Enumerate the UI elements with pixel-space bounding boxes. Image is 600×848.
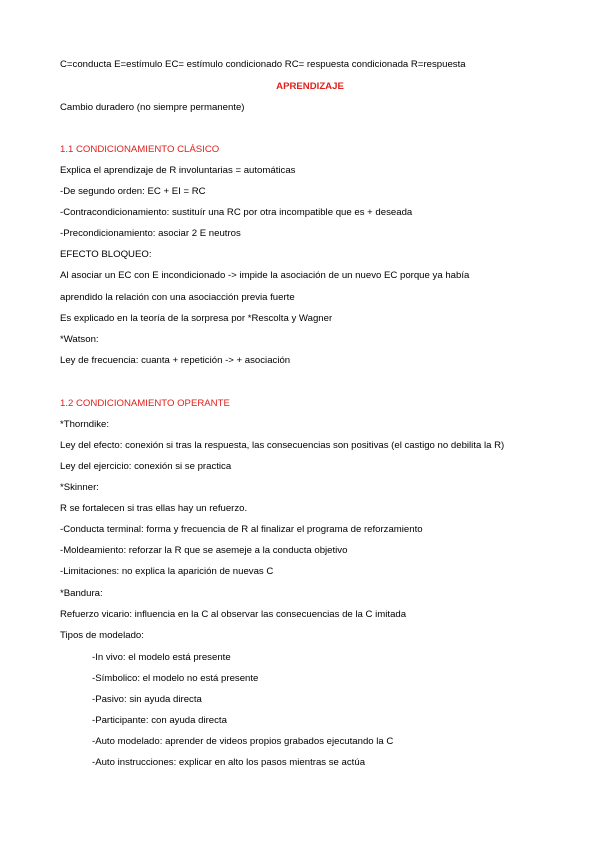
- list-item: -In vivo: el modelo está presente: [92, 652, 231, 663]
- text-line: R se fortalecen si tras ellas hay un refuerzo.: [60, 503, 248, 514]
- text-line: Explica el aprendizaje de R involuntarias = automáticas: [60, 165, 296, 176]
- text-line: *Bandura:: [60, 588, 103, 599]
- text-line: -Conducta terminal: forma y frecuencia de R al finalizar el programa de reforzamiento: [60, 524, 423, 535]
- text-line: Ley de frecuencia: cuanta + repetición -> + asociación: [60, 355, 291, 366]
- text-line: Tipos de modelado:: [60, 630, 144, 641]
- text-line: aprendido la relación con una asociacción previa fuerte: [60, 292, 295, 303]
- list-item: -Símbolico: el modelo no está presente: [92, 673, 259, 684]
- text-line: *Skinner:: [60, 482, 99, 493]
- text-line: EFECTO BLOQUEO:: [60, 249, 152, 260]
- text-line: *Watson:: [60, 334, 99, 345]
- text-line: -De segundo orden: EC + EI = RC: [60, 186, 206, 197]
- text-line: Ley del efecto: conexión si tras la respuesta, las consecuencias son positivas (el castigo no debilita la R): [60, 440, 505, 451]
- text-line: -Limitaciones: no explica la aparición de nuevas C: [60, 566, 274, 577]
- list-item: -Auto instrucciones: explicar en alto los pasos mientras se actúa: [92, 757, 366, 768]
- text-line: Al asociar un EC con E incondicionado -> impide la asociación de un nuevo EC porque ya había: [60, 270, 470, 281]
- section-heading-operante: 1.2 CONDICIONAMIENTO OPERANTE: [60, 398, 230, 409]
- intro-line: Cambio duradero (no siempre permanente): [60, 102, 245, 113]
- list-item: -Participante: con ayuda directa: [92, 715, 227, 726]
- abbreviation-legend: C=conducta E=estímulo EC= estímulo condicionado RC= respuesta condicionada R=respuesta: [60, 59, 466, 70]
- text-line: *Thorndike:: [60, 419, 110, 430]
- list-item: -Auto modelado: aprender de videos propios grabados ejecutando la C: [92, 736, 394, 747]
- text-line: -Moldeamiento: reforzar la R que se asemeje a la conducta objetivo: [60, 545, 348, 556]
- text-line: -Contracondicionamiento: sustituír una RC por otra incompatible que es + deseada: [60, 207, 413, 218]
- page-title: APRENDIZAJE: [276, 81, 344, 92]
- text-line: Ley del ejercicio: conexión si se practica: [60, 461, 232, 472]
- list-item: -Pasivo: sin ayuda directa: [92, 694, 202, 705]
- text-line: -Precondicionamiento: asociar 2 E neutros: [60, 228, 241, 239]
- text-line: Refuerzo vicario: influencia en la C al observar las consecuencias de la C imitada: [60, 609, 407, 620]
- section-heading-clasico: 1.1 CONDICIONAMIENTO CLÁSICO: [60, 144, 220, 155]
- text-line: Es explicado en la teoría de la sorpresa por *Rescolta y Wagner: [60, 313, 333, 324]
